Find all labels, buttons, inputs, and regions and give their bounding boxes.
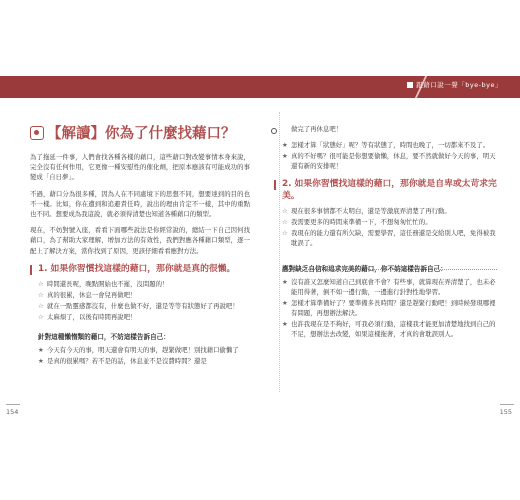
footer-rule [6,404,20,405]
list-item-text: 真的不好嗎？很可能是你想要偷懶，休息，要不然就做好今天的事，明天還有新的安排呢！ [291,152,496,171]
self-talk-heading: 針對這種懶惰類的藉口，不妨這樣告訴自己： [38,332,170,341]
left-page [30,108,250,367]
list-item-text: 我現在的能力還有所欠缺，需要學習，這任務還是交給別人吧，免得被我耽誤了。 [291,229,496,248]
list-item-text: 太麻煩了，以後有時間再說吧！ [47,312,137,321]
self-talk-heading: 應對缺乏自信和追求完美的藉口，你不妨這樣告訴自己： [282,265,447,274]
star-filled-icon: ★ [282,299,288,308]
star-filled-icon: ★ [282,152,288,161]
star-outline-icon: ☆ [282,218,288,227]
star-outline-icon: ☆ [38,279,44,288]
excuse-list [282,206,497,248]
section-1 [30,263,250,366]
list-item [282,217,497,227]
section-heading [38,263,250,275]
intro-paragraph: 為了拖延一件事，人們會找各種各樣的藉口，這些藉口對改變事情本身來說，完全沒有任何作用，它更像一種安慰性的催化劑，把原本應該有可能成功的事變成「自日夢」。 [30,153,250,182]
list-item [38,290,250,300]
section-heading-text: 2. 如果你習慣找這樣的藉口，那你就是自卑或太苛求完美。 [282,179,497,202]
page-title [30,122,250,143]
section-heading-text: 1. 如果你習慣找這樣的藉口，那你就是真的很懶。 [38,263,236,274]
list-item-text: 我需要更多的時間來準備一下，不想匆匆忙忙的。 [291,218,432,227]
star-filled-icon: ★ [282,320,288,329]
body-paragraph: 不過，藉口分為很多種，因為人在不同處境下的思想不同，想要達到的目的也不一樣。比如，你在遭到和追避責任時，說出的理由肯定不一樣，其中的重點也不同。想要成為我這說，就必須得清楚也知道各種藉口的類型。 [30,189,250,219]
list-item-text: 就在一點靈感都沒有，什麼也做不好，還是等等有狀態好了再說吧！ [47,301,239,310]
running-header [407,80,502,89]
list-item [282,140,497,150]
star-outline-icon: ☆ [38,290,44,299]
right-page [282,108,497,340]
list-item [282,319,497,339]
lightbulb-icon [30,126,44,140]
star-outline-icon: ☆ [282,207,288,216]
page-number-right: 155 [499,408,512,416]
list-item-text: 現在很多事情都不太明白，還是等激底弄清楚了再行動。 [291,207,451,216]
list-item-text: 今天有今天的事，明天還會有明天的事，趕緊做吧！別找藉口偷懶了 [47,345,239,354]
footer-rule [500,404,514,405]
list-item-text: 真的很累，休息一會兒再做吧！ [47,290,137,299]
list-item-text: 也許我現在是不夠好，可我必須行動，這樣我才能更加清楚地找到自己的不足，想辦法去改變，如果這樣拖著，才真的會耽誤別人。 [291,320,496,339]
list-item [282,228,497,248]
heading-bar [30,265,32,275]
page-number-left: 154 [6,408,19,416]
list-item-text: 沒有誰又怎麼知道自己到底會不會？有些事，就算現在弄清楚了，也未必能用得著，倒不如一邊行動，一邊進行針對性地學習。 [291,278,496,297]
list-item [282,206,497,216]
self-talk-list [38,345,250,366]
continued-list [282,140,497,171]
body-paragraph: 現在，不妨對號入座，看看下面哪些說法是你經常說的，總結一下自己因何找藉口，為了幫助大家理解，增加方法的有效性，我們對應各種藉口類型，逐一配上了解決方案，當你找到了原因，更該仔細看看應對方法。 [30,226,250,255]
heading-bar [274,180,276,190]
star-filled-icon: ★ [282,141,288,150]
star-outline-icon: ☆ [38,301,44,310]
star-filled-icon: ★ [282,278,288,287]
self-talk-list [282,277,497,339]
star-outline-icon: ☆ [282,229,288,238]
pin-icon [271,128,277,134]
page-gutter [279,112,280,392]
list-item [282,277,497,297]
list-item [282,151,497,171]
list-item-text: 時間還長呢，晚點開始也不遲，沒問題的！ [47,279,169,288]
list-item-text: 怎樣才算「狀態好」呢？等有狀態了，時間也晚了，一切都來不及了。 [291,141,490,150]
chapter-marker-icon [407,82,413,88]
list-item [282,298,497,318]
continued-line: 做完了再休息吧！ [291,125,343,133]
list-item [38,345,250,355]
list-item [38,312,250,322]
star-filled-icon: ★ [38,345,44,354]
list-item-text: 怎樣才算準備好了？要準備多長時間？還是趕緊行動吧！到時候發現哪裡有問題，再想辦法解決。 [291,299,496,318]
star-outline-icon: ☆ [38,312,44,321]
section-heading [282,178,497,202]
star-filled-icon: ★ [38,356,44,365]
running-header-text: 跟藉口說一聲「bye-bye」 [416,81,502,89]
list-item [38,279,250,289]
list-item [38,301,250,311]
excuse-list [38,279,250,322]
list-item [38,356,250,366]
page-title-text: 【解讀】你為了什麼找藉口？ [47,125,236,142]
list-item-text: 是真的很累嗎？若不是的話，休息並不是沒費時間？還是 [47,356,207,365]
